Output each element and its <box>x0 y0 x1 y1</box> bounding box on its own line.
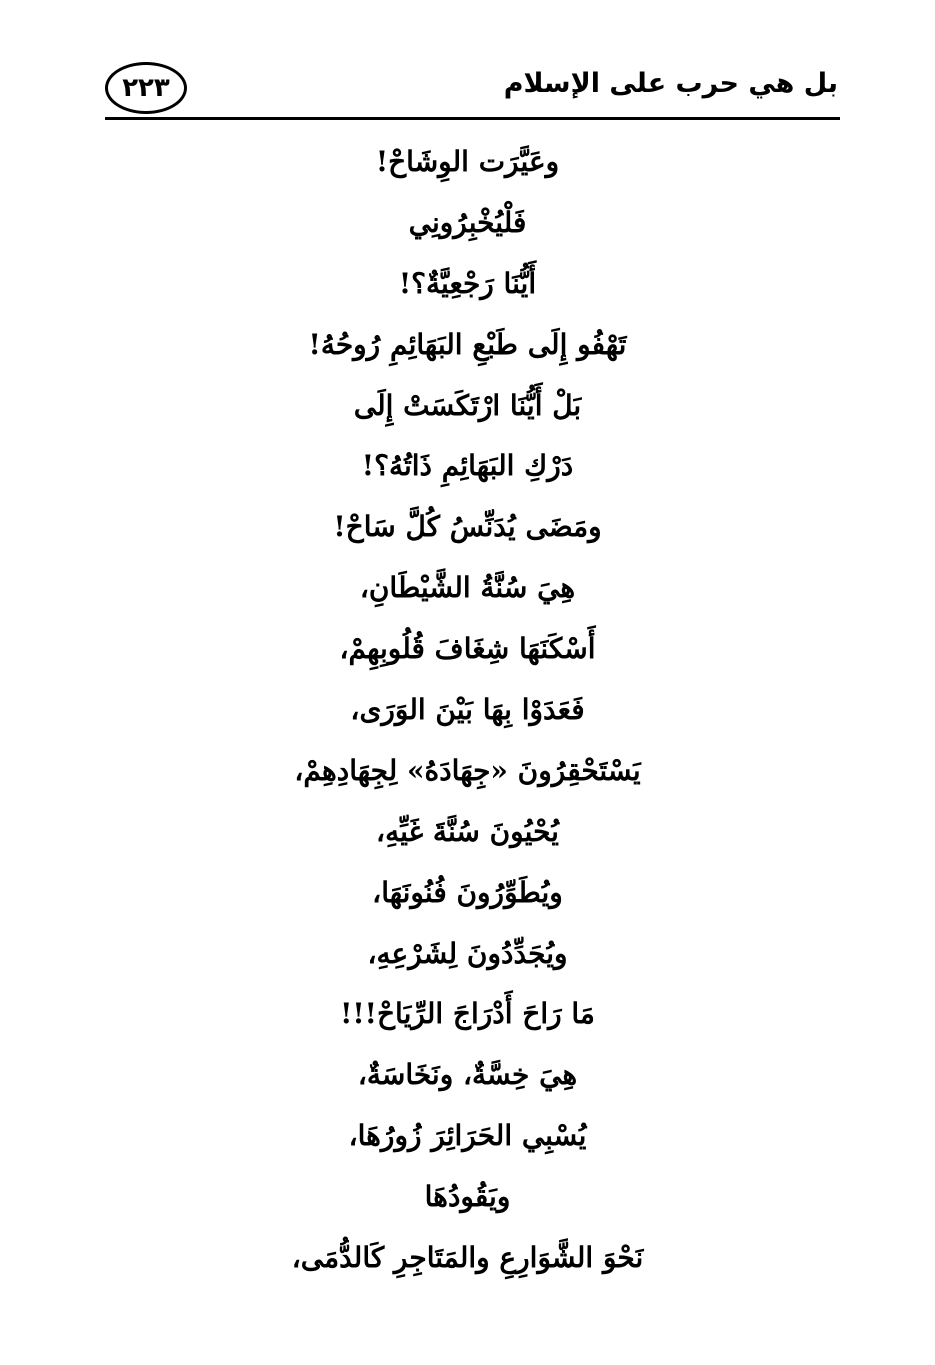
poem-line: هِيَ خِسَّةٌ، ونَخَاسَةٌ، <box>357 1058 578 1092</box>
poem-line: تَهْفُو إِلَى طَبْعِ البَهَائِمِ رُوحُهُ! <box>308 327 627 361</box>
page-header <box>105 62 838 120</box>
poem-line: ومَضَى يُدَنِّسُ كُلَّ سَاحْ! <box>333 510 602 544</box>
poem-line: نَحْوَ الشَّوَارِعِ والمَتَاجِرِ كَالدُّمَى، <box>291 1241 644 1275</box>
running-title: بل هي حرب على الإسلام <box>503 68 838 99</box>
poem-body <box>0 132 935 1289</box>
poem-line: وعَيَّرَت الوِشَاحْ! <box>375 145 560 178</box>
poem-line: أَسْكَنَهَا شِغَافَ قُلُوبِهِمْ، <box>339 632 596 666</box>
poem-line: ويُجَدِّدُونَ لِشَرْعِهِ، <box>367 936 568 970</box>
header-rule <box>105 117 840 120</box>
poem-line: ويَقُودُهَا <box>424 1180 511 1214</box>
page-number-frame <box>105 62 187 114</box>
poem-line: يُحْيُونَ سُنَّةَ غَيِّهِ، <box>376 814 559 848</box>
poem-line: هِيَ سُنَّةُ الشَّيْطَانِ، <box>359 571 576 605</box>
poem-line: ويُطَوِّرُونَ فُنُونَهَا، <box>372 875 563 909</box>
poem-line: أَيُّنَا رَجْعِيَّةٌ؟! <box>398 266 537 300</box>
poem-line: يُسْبِي الحَرَائِرَ زُورُهَا، <box>348 1119 587 1153</box>
poem-line: مَا رَاحَ أَدْرَاجَ الرِّيَاحْ!!! <box>340 997 595 1031</box>
poem-line: فَعَدَوْا بِهَا بَيْنَ الوَرَى، <box>350 693 585 727</box>
poem-line: دَرْكِ البَهَائِمِ ذَاتُهُ؟! <box>361 449 574 483</box>
poem-line: يَسْتَحْقِرُونَ «جِهَادَهُ» لِجِهَادِهِمْ، <box>294 753 641 787</box>
poem-line: فَلْيُخْبِرُونِي <box>408 205 527 239</box>
page-number: ٢٢٣ <box>122 73 170 103</box>
poem-line: بَلْ أَيُّنَا ارْتَكَسَتْ إِلَى <box>353 388 582 422</box>
